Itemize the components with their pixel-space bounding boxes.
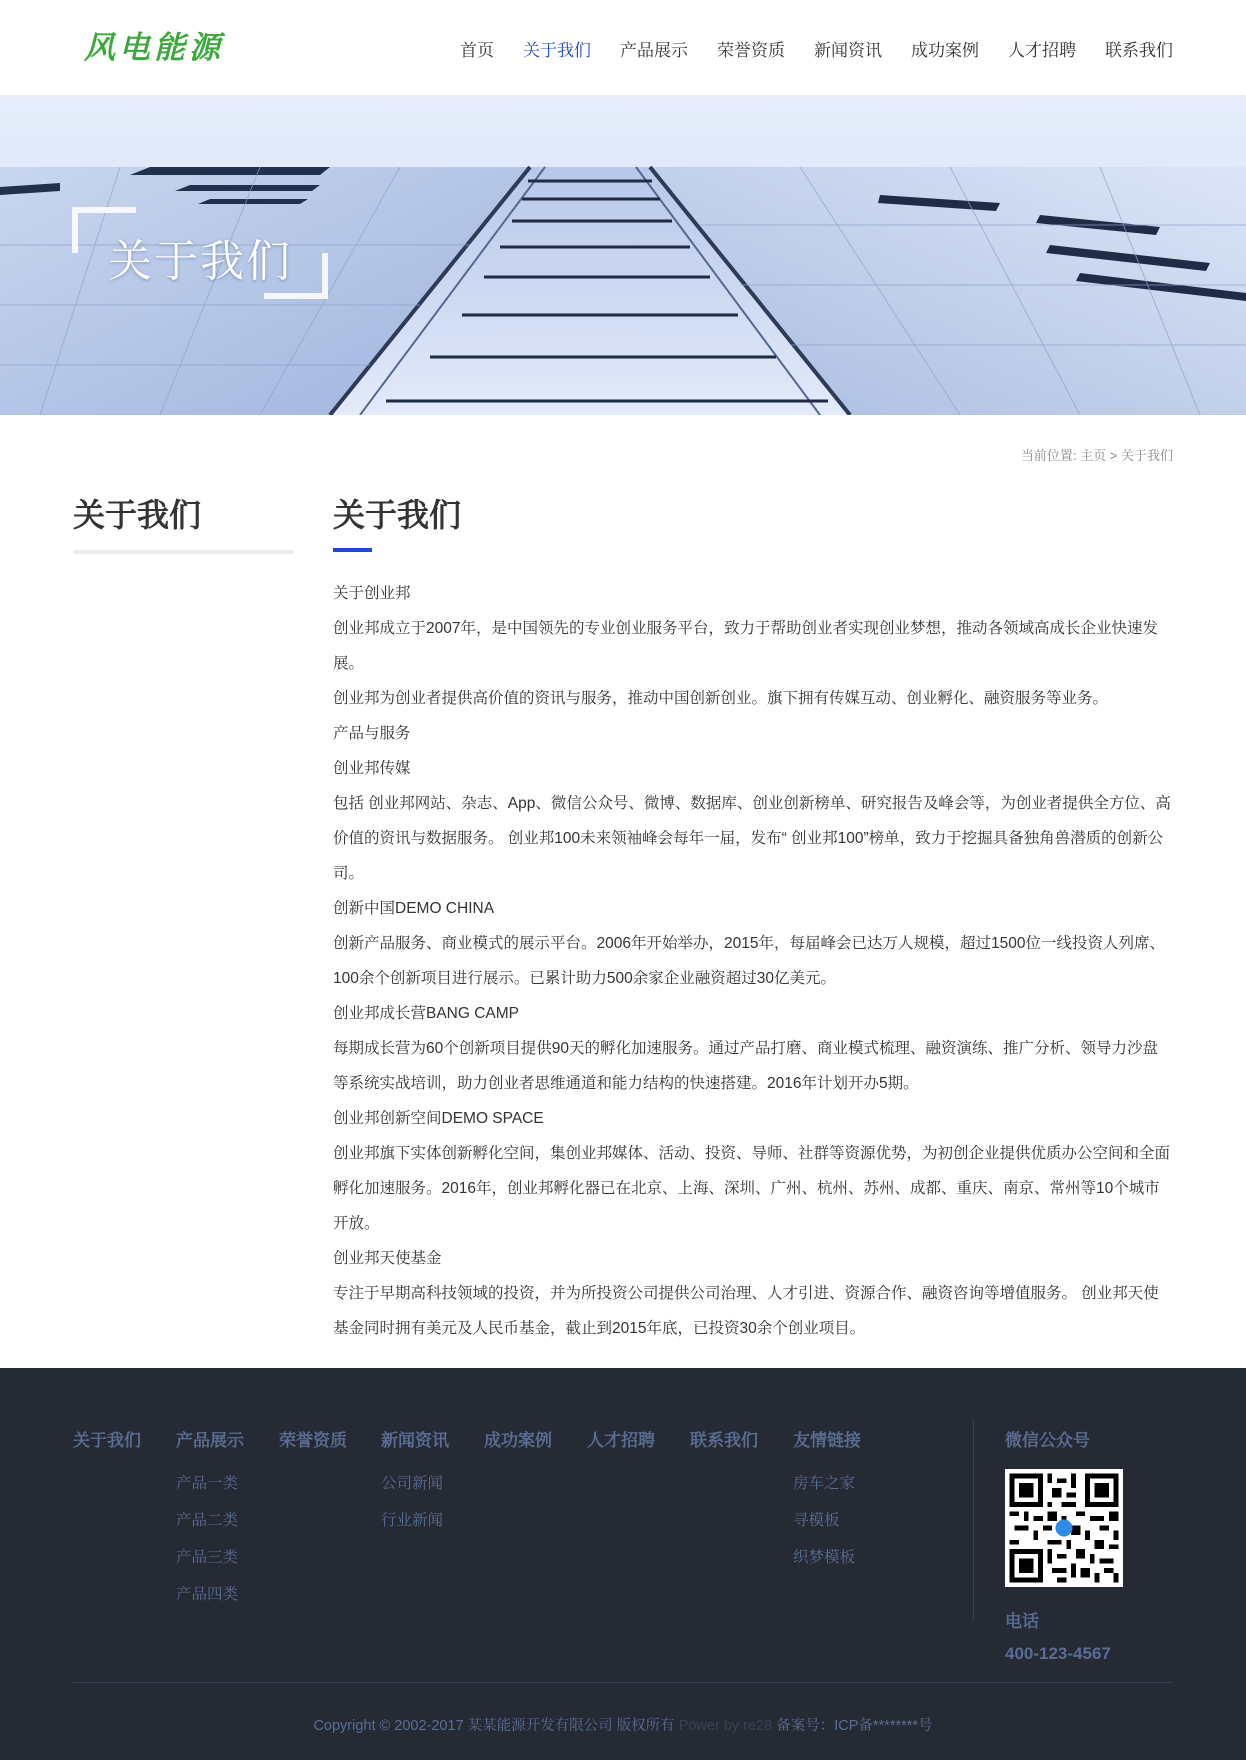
footer-link-products[interactable]: 产品展示 (176, 1431, 244, 1450)
footer-link-friend-1[interactable]: 房车之家 (793, 1475, 856, 1492)
article-paragraph: 每期成长营为60个创新项目提供90天的孵化加速服务。通过产品打磨、商业模式梳理、融资演练、推广分析、领导力沙盘等系统实战培训，助力创业者思维通道和能力结构的快速搭建。2016年计划开办5期。 (333, 1040, 1158, 1092)
article-paragraph: 创业邦传媒 (333, 760, 411, 777)
article-paragraph: 创新产品服务、商业模式的展示平台。2006年开始举办，2015年，每届峰会已达万人规模，超过1500位一线投资人列席、100余个创新项目进行展示。已累计助力500余家企业融资超过30亿美元。 (333, 935, 1165, 987)
nav-contact[interactable]: 联系我们 (1105, 41, 1173, 60)
footer-col-friend-links (793, 1426, 861, 1576)
site-footer (0, 1368, 1246, 1760)
powered-by-text[interactable]: Power by re28 (678, 1718, 773, 1734)
article-body (333, 576, 1173, 1346)
footer-wechat (1005, 1426, 1123, 1664)
footer-link-product-1[interactable]: 产品一类 (176, 1475, 239, 1492)
article-paragraph: 创业邦成长营BANG CAMP (333, 1005, 520, 1022)
footer-link-cases[interactable]: 成功案例 (484, 1431, 552, 1450)
footer-link-friend-3[interactable]: 织梦模板 (793, 1549, 856, 1566)
footer-link-friend-2[interactable]: 寻模板 (793, 1512, 840, 1529)
footer-col-about (73, 1426, 141, 1465)
article-paragraph: 包括 创业邦网站、杂志、App、微信公众号、微博、数据库、创业创新榜单、研究报告及峰会等，为创业者提供全方位、高价值的资讯与数据服务。 创业邦100未来领袖峰会每年一届，发布“ 创业邦100”榜单，致力于挖掘具备独角兽潜质的创新公司。 (333, 795, 1171, 882)
nav-cases[interactable]: 成功案例 (911, 41, 979, 60)
article-paragraph: 创业邦创新空间DEMO SPACE (333, 1110, 544, 1127)
copyright-text: Copyright © 2002-2017 某某能源开发有限公司 版权所有 (313, 1718, 675, 1734)
sidebar (73, 490, 293, 554)
footer-link-friend-links[interactable]: 友情链接 (793, 1431, 861, 1450)
footer-link-honors[interactable]: 荣誉资质 (279, 1431, 347, 1450)
site-logo[interactable]: 风电能源 (84, 30, 224, 66)
breadcrumb-home-link[interactable]: 主页 (1080, 448, 1107, 463)
nav-home[interactable]: 首页 (460, 41, 494, 60)
footer-link-company-news[interactable]: 公司新闻 (381, 1475, 444, 1492)
sidebar-title: 关于我们 (73, 490, 293, 554)
nav-products[interactable]: 产品展示 (620, 41, 688, 60)
footer-col-jobs (587, 1426, 655, 1465)
footer-divider-vertical (973, 1420, 974, 1620)
footer-link-contact[interactable]: 联系我们 (690, 1431, 758, 1450)
breadcrumb-prefix: 当前位置: (1020, 448, 1077, 463)
wechat-qr-code (1005, 1469, 1123, 1587)
footer-col-products (176, 1426, 244, 1613)
footer-col-honors (279, 1426, 347, 1465)
footer-col-contact (690, 1426, 758, 1465)
icp-record[interactable]: 备案号：ICP备********号 (776, 1718, 933, 1734)
tel-label: 电话 (1005, 1612, 1039, 1631)
footer-link-about[interactable]: 关于我们 (73, 1431, 141, 1450)
article-paragraph: 关于创业邦 (333, 585, 411, 602)
nav-jobs[interactable]: 人才招聘 (1008, 41, 1076, 60)
tel-number: 400-123-4567 (1005, 1644, 1111, 1663)
wechat-title: 微信公众号 (1005, 1431, 1090, 1450)
footer-link-industry-news[interactable]: 行业新闻 (381, 1512, 444, 1529)
footer-link-product-2[interactable]: 产品二类 (176, 1512, 239, 1529)
copyright-bar (0, 1714, 1246, 1735)
breadcrumb-current-link[interactable]: 关于我们 (1120, 448, 1173, 463)
page-title: 关于我们 (333, 497, 462, 533)
main-nav (431, 36, 1173, 61)
nav-news[interactable]: 新闻资讯 (814, 41, 882, 60)
footer-divider-horizontal (73, 1682, 1173, 1683)
article-paragraph: 创新中国DEMO CHINA (333, 900, 495, 917)
title-underline (333, 548, 372, 552)
article-paragraph: 创业邦为创业者提供高价值的资讯与服务，推动中国创新创业。旗下拥有传媒互动、创业孵化、融资服务等业务。 (333, 690, 1109, 707)
article-paragraph: 创业邦天使基金 (333, 1250, 442, 1267)
footer-link-product-4[interactable]: 产品四类 (176, 1586, 239, 1603)
footer-link-jobs[interactable]: 人才招聘 (587, 1431, 655, 1450)
banner-title: 关于我们 (108, 237, 292, 286)
article-paragraph: 创业邦旗下实体创新孵化空间，集创业邦媒体、活动、投资、导师、社群等资源优势，为初创企业提供优质办公空间和全面孵化加速服务。2016年，创业邦孵化器已在北京、上海、深圳、广州、杭州、苏州、成都、重庆、南京、常州等10个城市开放。 (333, 1145, 1171, 1232)
site-header (0, 0, 1246, 95)
page-banner (0, 95, 1246, 415)
breadcrumb-separator: > (1109, 448, 1118, 463)
nav-honors[interactable]: 荣誉资质 (717, 41, 785, 60)
nav-about[interactable]: 关于我们 (523, 41, 591, 60)
article-paragraph: 专注于早期高科技领域的投资，并为所投资公司提供公司治理、人才引进、资源合作、融资咨询等增值服务。 创业邦天使基金同时拥有美元及人民币基金，截止到2015年底，已投资30余个创业项目。 (333, 1285, 1159, 1337)
footer-col-news (381, 1426, 449, 1539)
footer-link-product-3[interactable]: 产品三类 (176, 1549, 239, 1566)
footer-link-news[interactable]: 新闻资讯 (381, 1431, 449, 1450)
main-content (333, 490, 1173, 1346)
article-paragraph: 创业邦成立于2007年，是中国领先的专业创业服务平台，致力于帮助创业者实现创业梦想，推动各领域高成长企业快速发展。 (333, 620, 1158, 672)
footer-col-cases (484, 1426, 552, 1465)
article-paragraph: 产品与服务 (333, 725, 411, 742)
breadcrumb (1021, 445, 1173, 464)
